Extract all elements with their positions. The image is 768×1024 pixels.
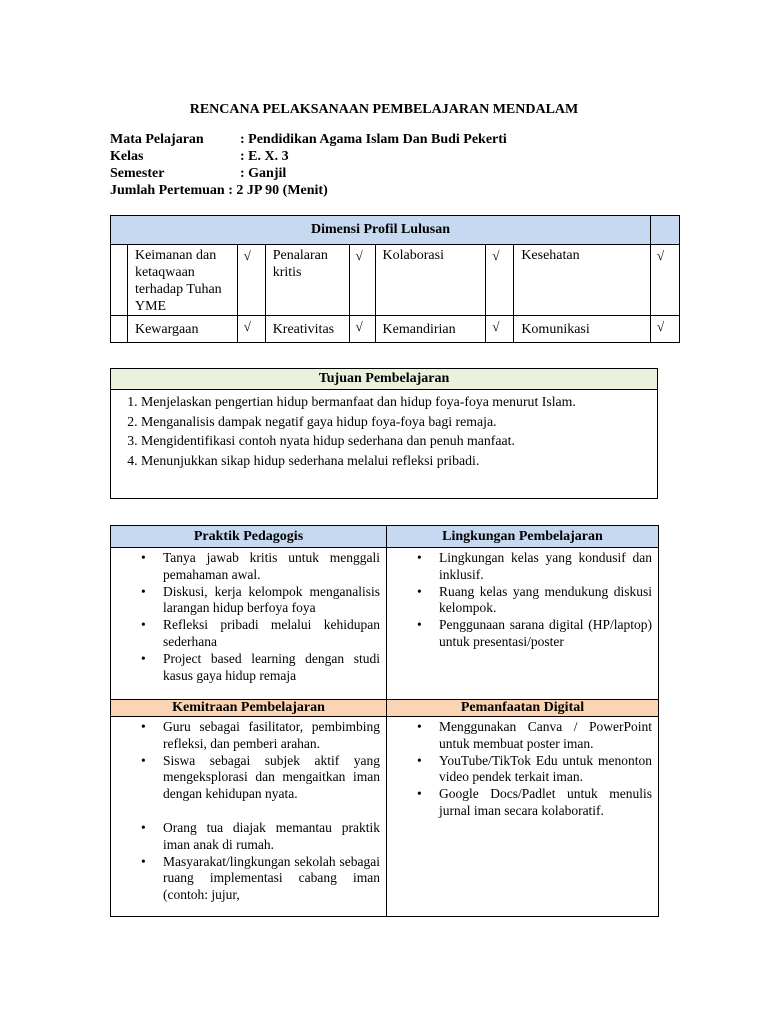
header-empty-cell [651, 216, 680, 245]
list-item: • Guru sebagai fasilitator, pembimbing refleksi, dan pemberi arahan. [163, 719, 380, 753]
check-mark: √ [486, 245, 514, 316]
lingkungan-list [393, 550, 652, 651]
meta-row-semester [110, 165, 507, 182]
meta-row-subject [110, 131, 507, 148]
list-item: • Masyarakat/lingkungan sekolah sebagai ruang implementasi cabang iman (contoh: jujur, [163, 854, 380, 904]
meta-value: : 2 JP 90 (Menit) [228, 183, 328, 198]
profil-item: Komunikasi [514, 316, 651, 343]
profil-item: Penalaran kritis [265, 245, 349, 316]
check-mark: √ [237, 245, 265, 316]
list-item: • Lingkungan kelas yang kondusif dan inklusif. [439, 550, 652, 584]
empty-cell [111, 245, 128, 316]
kemitraan-list [117, 719, 380, 904]
list-item: 1. Menjelaskan pengertian hidup bermanfaat dan hidup foya-foya menurut Islam. [141, 392, 657, 412]
profil-item: Kewargaan [127, 316, 237, 343]
list-item: • Diskusi, kerja kelompok menganalisis larangan hidup berfoya foya [163, 584, 380, 618]
document-title: RENCANA PELAKSANAAN PEMBELAJARAN MENDALAM [189, 102, 579, 117]
meta-label: Kelas [110, 149, 144, 164]
list-item: • Penggunaan sarana digital (HP/laptop) untuk presentasi/poster [439, 617, 652, 651]
meta-value: : Ganjil [240, 166, 287, 181]
list-item: • Orang tua diajak memantau praktik iman anak di rumah. [163, 820, 380, 854]
meta-row-class [110, 148, 507, 165]
profil-item: Kesehatan [514, 245, 651, 316]
check-mark: √ [237, 316, 265, 343]
profil-lulusan-header: Dimensi Profil Lulusan [111, 216, 651, 245]
empty-cell [111, 316, 128, 343]
meta-label: Semester [110, 166, 165, 181]
praktik-header: Praktik Pedagogis [111, 526, 387, 548]
tujuan-header: Tujuan Pembelajaran [111, 369, 658, 390]
list-item: • Project based learning dengan studi kasus gaya hidup remaja [163, 651, 380, 685]
check-mark: √ [651, 245, 680, 316]
check-mark: √ [486, 316, 514, 343]
meta-value: : E. X. 3 [240, 149, 289, 164]
list-item: • Ruang kelas yang mendukung diskusi kelompok. [439, 584, 652, 618]
check-mark: √ [349, 245, 375, 316]
meta-row-meetings [110, 182, 507, 199]
profil-item: Kreativitas [265, 316, 349, 343]
profil-lulusan-table [110, 215, 680, 343]
list-item: 4. Menunjukkan sikap hidup sederhana melalui refleksi pribadi. [141, 451, 657, 471]
list-item: • Menggunakan Canva / PowerPoint untuk membuat poster iman. [439, 719, 652, 753]
meta-label: Mata Pelajaran [110, 132, 204, 147]
document-meta [110, 131, 507, 199]
list-item: • Tanya jawab kritis untuk menggali pemahaman awal. [163, 550, 380, 584]
check-mark: √ [349, 316, 375, 343]
meta-value: : Pendidikan Agama Islam Dan Budi Pekerti [240, 132, 507, 147]
list-item: • Google Docs/Padlet untuk menulis jurnal iman secara kolaboratif. [439, 786, 652, 820]
tujuan-table [110, 368, 658, 499]
lingkungan-header: Lingkungan Pembelajaran [387, 526, 659, 548]
profil-item: Kolaborasi [375, 245, 486, 316]
profil-item: Keimanan dan ketaqwaan terhadap Tuhan YME [127, 245, 237, 316]
list-item: • Refleksi pribadi melalui kehidupan sederhana [163, 617, 380, 651]
kemitraan-header: Kemitraan Pembelajaran [111, 700, 387, 717]
praktik-list [117, 550, 380, 684]
list-item: • YouTube/TikTok Edu untuk menonton video pendek terkait iman. [439, 753, 652, 787]
list-item: 2. Menganalisis dampak negatif gaya hidup foya-foya bagi remaja. [141, 412, 657, 432]
tujuan-list [117, 392, 657, 470]
digital-list [393, 719, 652, 820]
meta-label: Jumlah Pertemuan [110, 183, 225, 198]
profil-item: Kemandirian [375, 316, 486, 343]
check-mark: √ [651, 316, 680, 343]
digital-header: Pemanfaatan Digital [387, 700, 659, 717]
pedagogis-table [110, 525, 659, 917]
list-item: • Siswa sebagai subjek aktif yang mengeksplorasi dan mengaitkan iman dengan kehidupan nyata. [163, 753, 380, 803]
list-item: 3. Mengidentifikasi contoh nyata hidup sederhana dan penuh manfaat. [141, 431, 657, 451]
